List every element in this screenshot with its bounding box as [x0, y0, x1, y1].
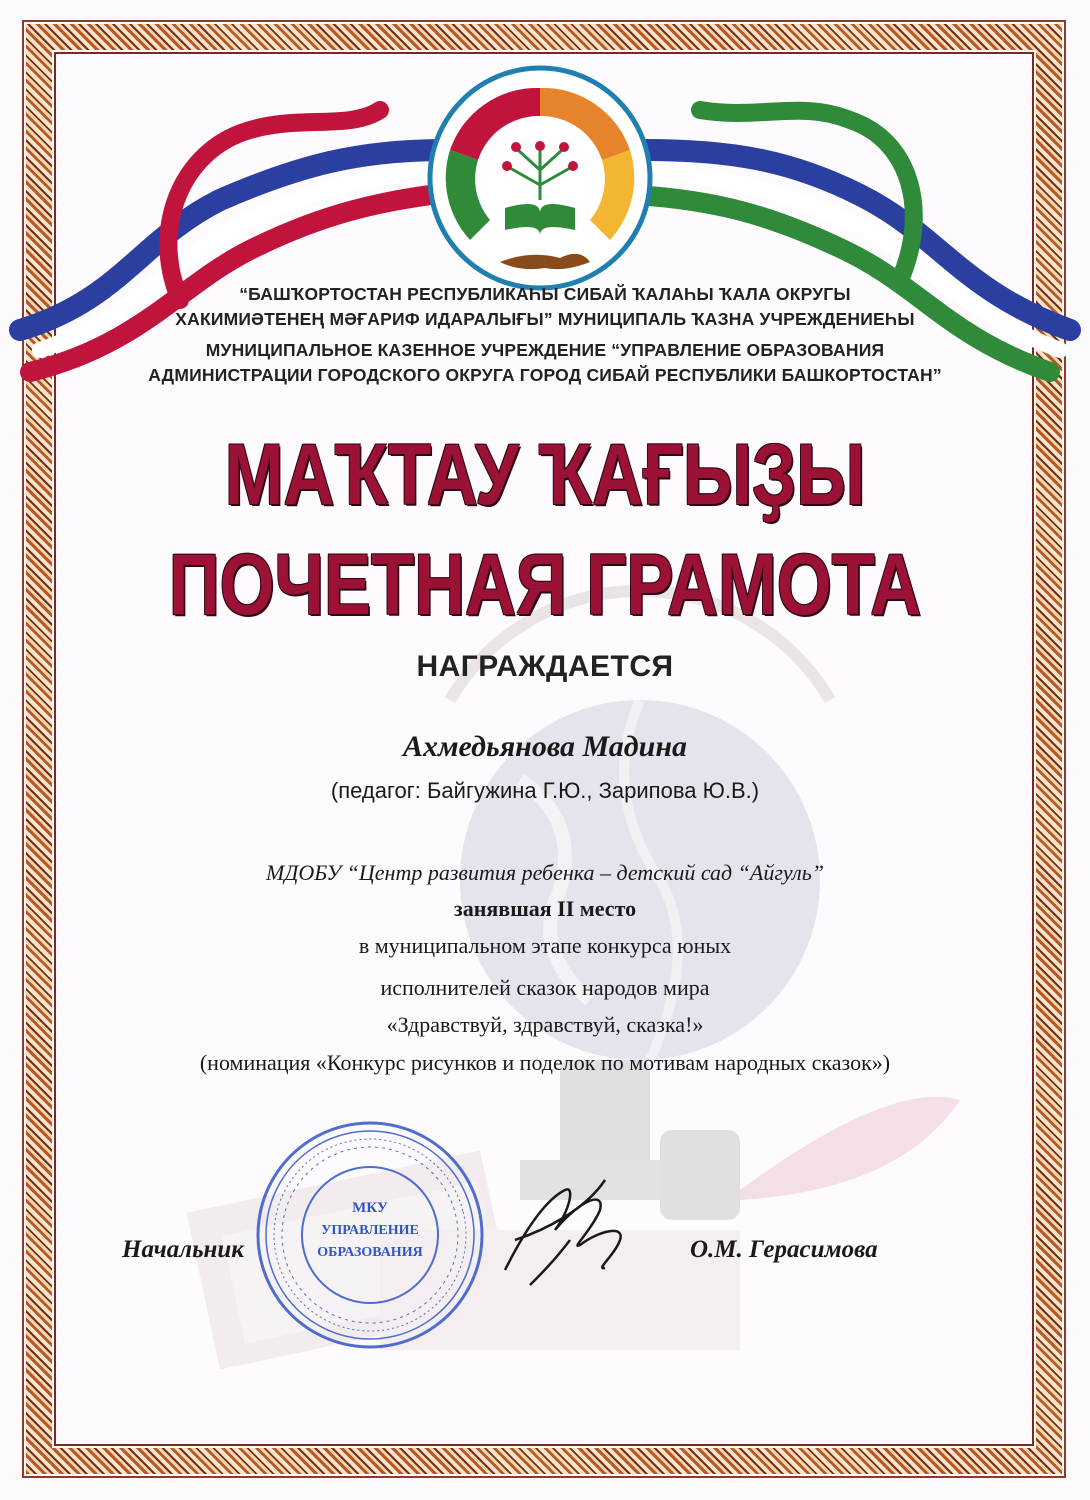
contest-line-1: в муниципальном этапе конкурса юных: [358, 933, 732, 958]
awarded-label: НАГРАЖДАЕТСЯ: [416, 650, 674, 683]
contest-line-3: «Здравствуй, здравствуй, сказка!»: [386, 1012, 704, 1037]
title-russian: ПОЧЕТНАЯ ГРАМОТА: [168, 537, 922, 633]
contest-line-2: исполнителей сказок народов мира: [380, 975, 710, 1000]
stamp-text-1: МКУ: [352, 1200, 388, 1216]
place-line: занявшая II место: [453, 896, 637, 921]
org-header-line-3: МУНИЦИПАЛЬНОЕ КАЗЕННОЕ УЧРЕЖДЕНИЕ “УПРАВЛЕНИЕ ОБРАЗОВАНИЯ: [205, 340, 885, 360]
institution-line: МДОБУ “Центр развития ребенка – детский сад “Айгуль”: [266, 860, 824, 885]
org-header-line-1: “БАШҠОРТОСТАН РЕСПУБЛИКАҺЫ СИБАЙ ҠАЛАҺЫ ҠАЛА ОКРУГЫ: [239, 284, 851, 304]
org-header-line-4: АДМИНИСТРАЦИИ ГОРОДСКОГО ОКРУГА ГОРОД СИБАЙ РЕСПУБЛИКИ БАШКОРТОСТАН”: [148, 365, 942, 385]
stamp-text-2: УПРАВЛЕНИЕ: [321, 1223, 419, 1238]
recipient-teachers: (педагог: Байгужина Г.Ю., Зарипова Ю.В.): [330, 778, 760, 803]
title-bashkir: МАҠТАУ ҠАҒЫҘЫ: [224, 427, 866, 523]
signer-name: О.М. Герасимова: [690, 1236, 878, 1263]
recipient-name: Ахмедьянова Мадина: [402, 730, 687, 763]
stamp-text-3: ОБРАЗОВАНИЯ: [317, 1245, 423, 1260]
org-header-line-2: ХАКИМИӘТЕНЕҢ МӘҒАРИФ ИДАРАЛЫҒЫ” МУНИЦИПАЛЬ ҠАЗНА УЧРЕЖДЕНИЕҺЫ: [175, 309, 915, 329]
contest-line-4: (номинация «Конкурс рисунков и поделок по мотивам народных сказок»): [199, 1050, 891, 1075]
signature-position: Начальник: [122, 1236, 244, 1263]
